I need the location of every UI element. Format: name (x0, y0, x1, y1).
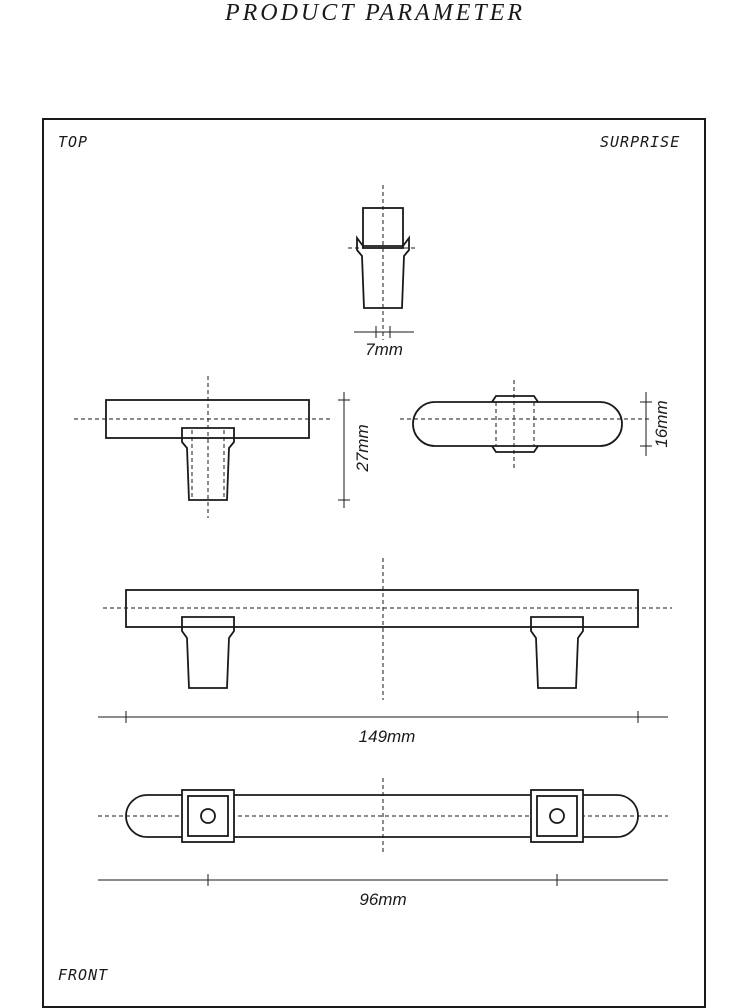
label-top: TOP (58, 133, 89, 151)
dim-thickness: 16mm (652, 400, 671, 448)
page-title: PRODUCT PARAMETER (224, 0, 526, 26)
side-view (348, 185, 418, 359)
dim-total-length: 149mm (358, 727, 416, 746)
dim-base-width: 7mm (365, 340, 403, 359)
bottom-view (98, 778, 668, 909)
label-front: FRONT (58, 966, 109, 984)
t-view (74, 376, 372, 518)
pill-view (400, 380, 671, 470)
dim-hole-spacing: 96mm (359, 890, 407, 909)
label-surprise: SURPRISE (600, 133, 681, 151)
front-view (98, 558, 672, 746)
dim-height: 27mm (353, 424, 372, 472)
